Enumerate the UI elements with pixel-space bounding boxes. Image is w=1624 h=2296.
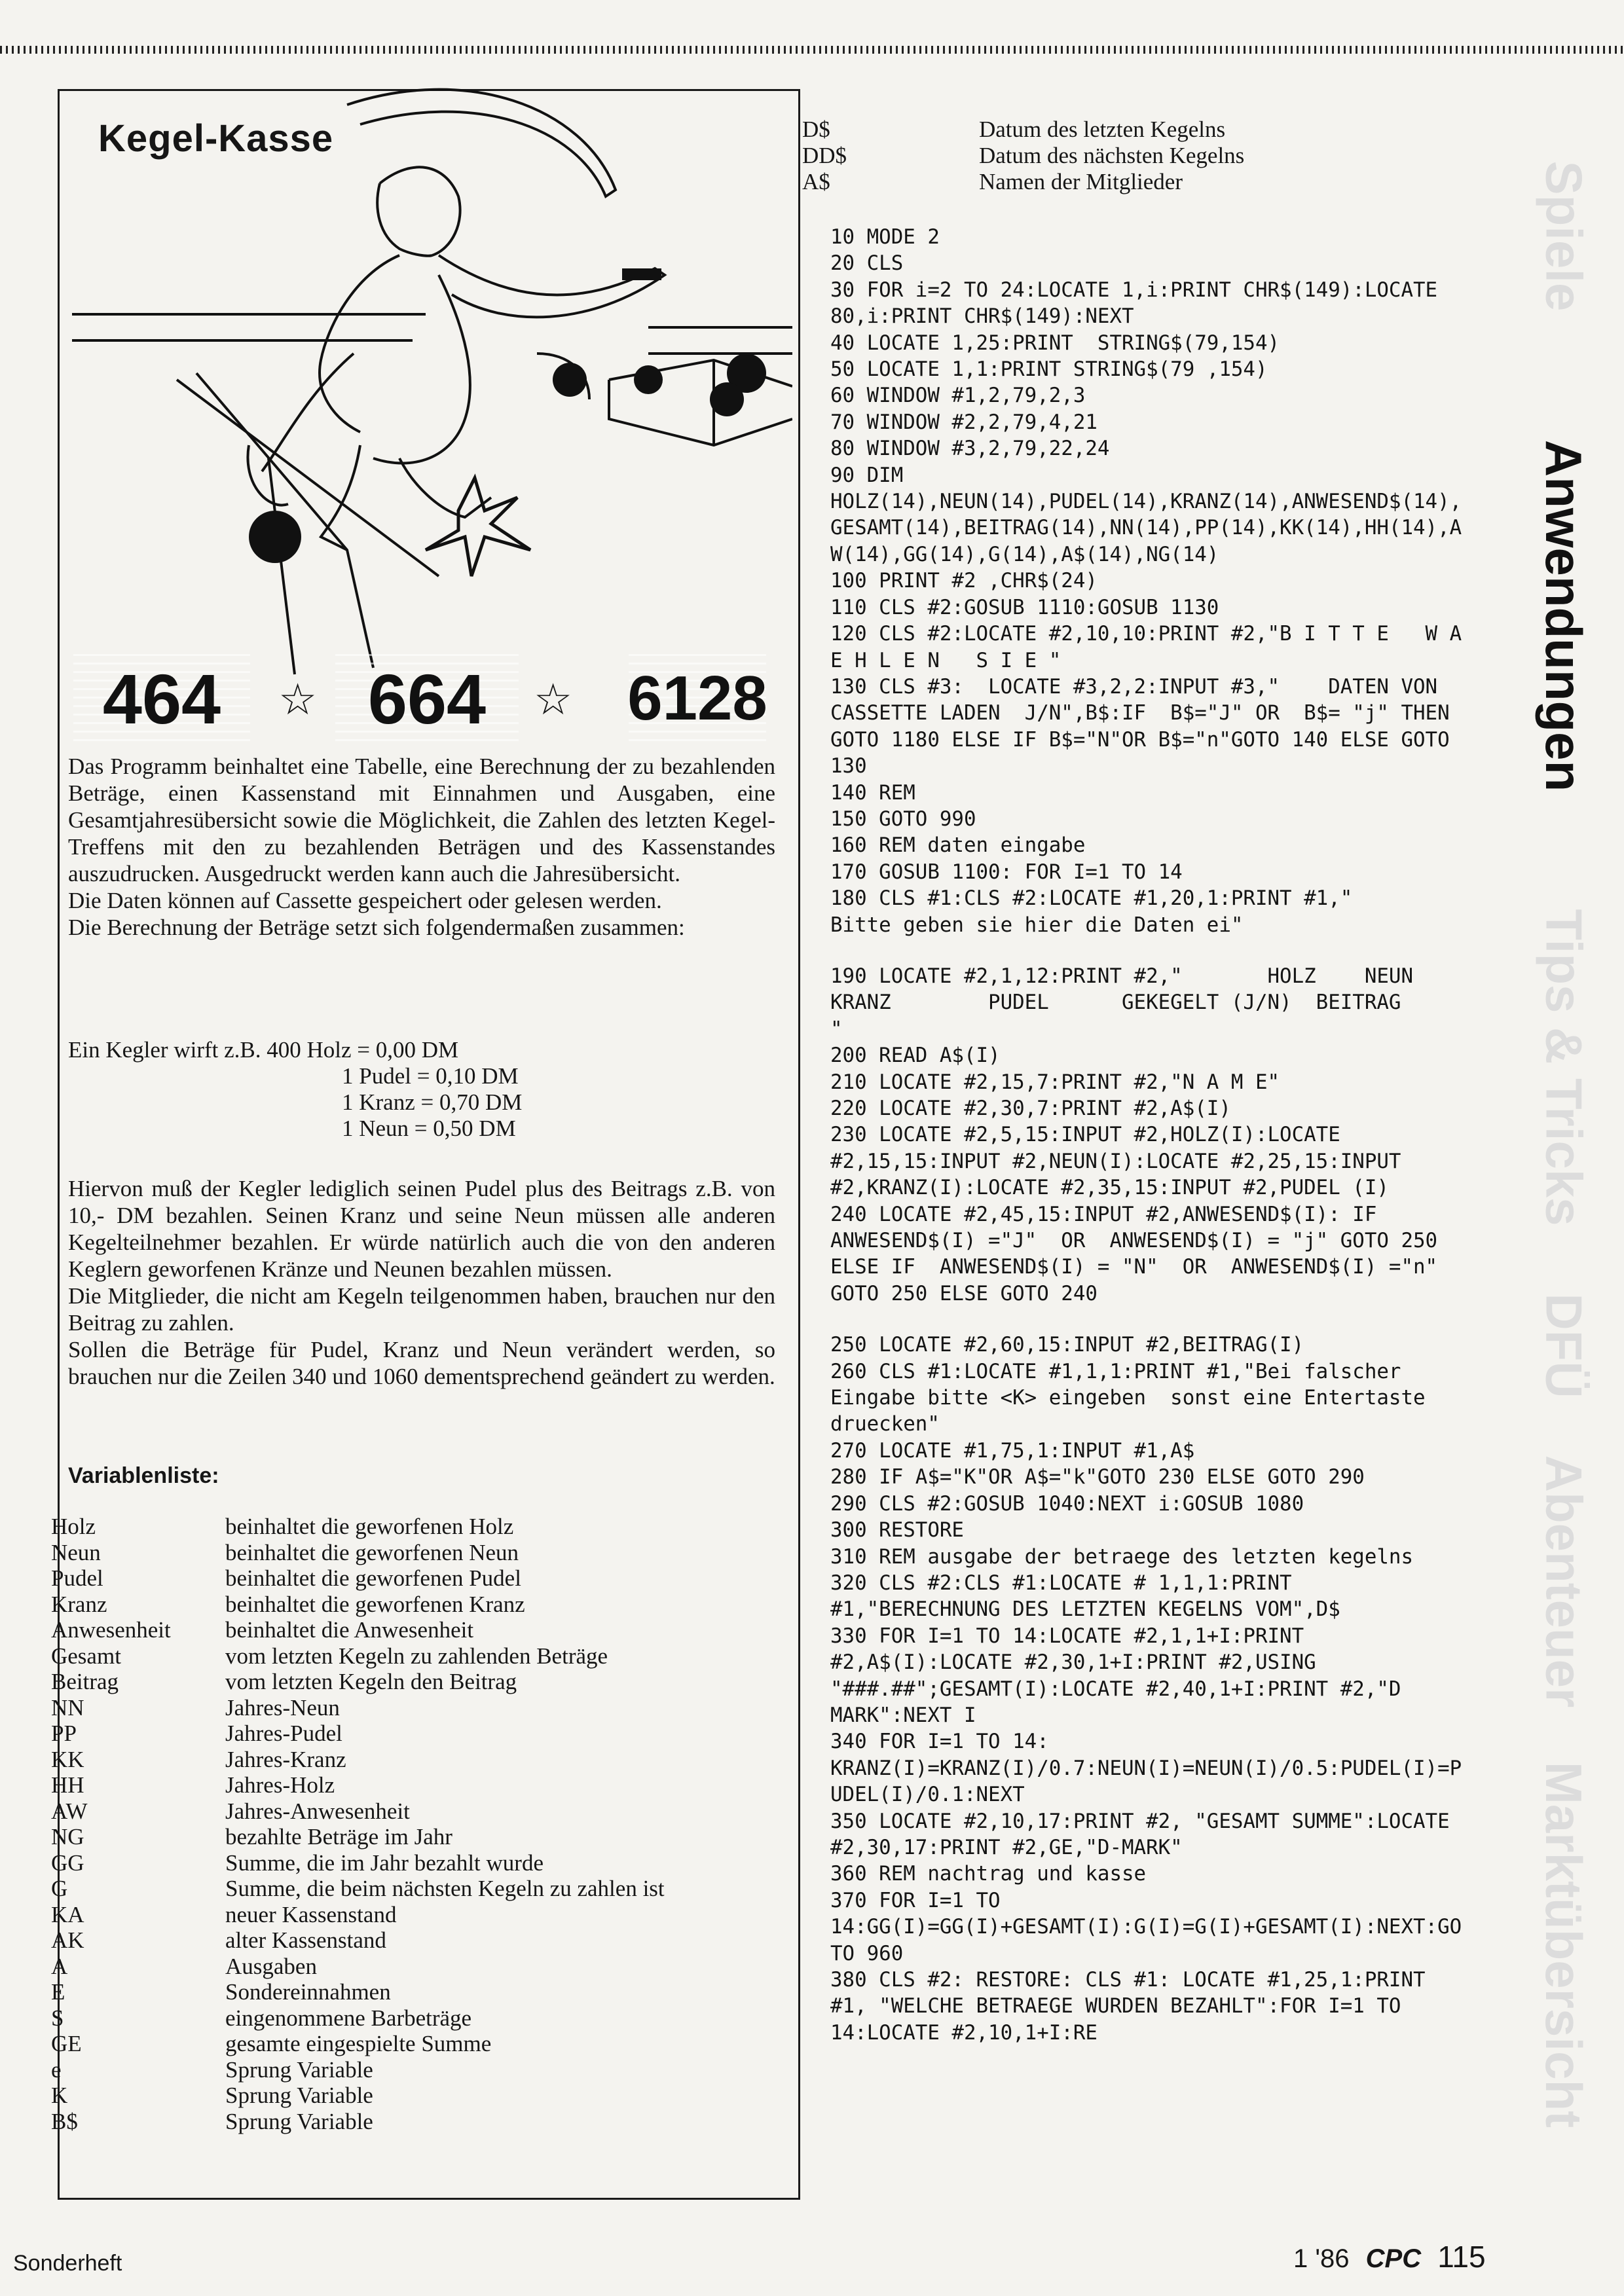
variable-description: Datum des nächsten Kegelns: [979, 143, 1245, 168]
variable-name: Holz: [51, 1514, 96, 1539]
intro-text: [68, 753, 775, 941]
variable-row: [51, 1798, 784, 1825]
variable-name: PP: [51, 1721, 77, 1746]
code-line: 30 FOR i=2 TO 24:LOCATE 1,i:PRINT CHR$(149):LOCATE 80,i:PRINT CHR$(149):NEXT: [830, 278, 1450, 329]
star-icon: ☆: [278, 674, 318, 725]
page-number: 115: [1437, 2240, 1486, 2274]
code-line: 320 CLS #2:CLS #1:LOCATE # 1,1,1:PRINT #1,"BERECHNUNG DES LETZTEN KEGELNS VOM",D$: [830, 1571, 1340, 1622]
code-line: 280 IF A$="K"OR A$="k"GOTO 230 ELSE GOTO 290: [830, 1465, 1365, 1489]
variable-description: Jahres-Pudel: [225, 1721, 342, 1746]
code-gap: [830, 938, 1466, 963]
variable-name: G: [51, 1876, 68, 1901]
variable-name: D$: [802, 117, 830, 142]
sidebar-tab-label: Abenteuer: [1535, 1455, 1593, 1707]
code-gap: [830, 1307, 1466, 1332]
sidebar-tab: [1518, 1735, 1610, 2154]
explanation-paragraph: Die Mitglieder, die nicht am Kegeln teilgenommen haben, brauchen nur den Beitrag zu zahlen.: [68, 1283, 775, 1336]
code-line: 140 REM: [830, 780, 915, 805]
code-line: 220 LOCATE #2,30,7:PRINT #2,A$(I): [830, 1097, 1231, 1120]
code-line: 110 CLS #2:GOSUB 1110:GOSUB 1130: [830, 595, 1219, 619]
footer-page-info: [1293, 2239, 1486, 2274]
variable-description: Namen der Mitglieder: [979, 169, 1183, 194]
variable-description: neuer Kassenstand: [225, 1901, 397, 1927]
logo-6128: 6128: [629, 649, 766, 748]
variable-row: [51, 1617, 784, 1643]
sidebar-tab-label: Tips & Tricks: [1535, 908, 1593, 1226]
variable-description: Jahres-Holz: [225, 1772, 335, 1798]
variable-name: A$: [802, 169, 830, 194]
code-line: 80 WINDOW #3,2,79,22,24: [830, 437, 1110, 461]
code-line: 340 FOR I=1 TO 14: KRANZ(I)=KRANZ(I)/0.7:NEUN(I)=NEUN(I)/0.5:PUDEL(I)=PUDEL(I)/0.1:NEXT: [830, 1730, 1462, 1807]
code-line: 290 CLS #2:GOSUB 1040:NEXT i:GOSUB 1080: [830, 1491, 1304, 1516]
code-line: 200 READ A$(I): [830, 1044, 1001, 1068]
code-line: 120 CLS #2:LOCATE #2,10,10:PRINT #2,"B I T T E W A E H L E N S I E ": [830, 622, 1474, 672]
code-line: 90 DIM HOLZ(14),NEUN(14),PUDEL(14),KRANZ(14),ANWESEND$(14),GESAMT(14),BEITRAG(14),NN(14),PP(14),KK(14),HH(14),AW(14),GG(14),G(14),A$(14),NG(14): [830, 463, 1462, 566]
variable-description: Jahres-Neun: [225, 1694, 340, 1721]
variable-row: [51, 1721, 784, 1747]
calc-lead: Ein Kegler wirft z.B. 400 Holz = 0,00 DM: [68, 1037, 459, 1063]
variable-description: Datum des letzten Kegelns: [979, 117, 1226, 142]
code-line: 70 WINDOW #2,2,79,4,21: [830, 410, 1098, 434]
variable-description: Sprung Variable: [225, 2108, 373, 2134]
variable-row: [51, 1824, 784, 1850]
code-line: 190 LOCATE #2,1,12:PRINT #2," HOLZ NEUN KRANZ PUDEL GEKEGELT (J/N) BEITRAG ": [830, 964, 1498, 1041]
variable-name: S: [51, 2005, 64, 2031]
sidebar-tab: [1518, 1264, 1610, 1427]
calc-row: 1 Neun = 0,50 DM: [342, 1116, 516, 1141]
code-line: 60 WINDOW #1,2,79,2,3: [830, 384, 1086, 408]
sidebar-tab-label: DFÜ: [1535, 1292, 1593, 1398]
sidebar-tab-label: Spiele: [1535, 160, 1593, 311]
variable-row: [51, 1902, 784, 1928]
code-line: 350 LOCATE #2,10,17:PRINT #2, "GESAMT SUMME":LOCATE #2,30,17:PRINT #2,GE,"D-MARK": [830, 1809, 1462, 1859]
variable-description: Sprung Variable: [225, 2056, 373, 2083]
sidebar-tab: [1518, 871, 1610, 1264]
variable-name: Beitrag: [51, 1669, 119, 1694]
variable-description: gesamte eingespielte Summe: [225, 2031, 492, 2056]
variable-list-heading: Variablenliste:: [68, 1463, 219, 1488]
variable-description: Summe, die beim nächsten Kegeln zu zahlen ist: [225, 1876, 665, 1901]
variable-name: GG: [51, 1850, 84, 1876]
sidebar-tab-label: Marktübersicht: [1535, 1761, 1593, 2128]
footer-brand: CPC: [1365, 2244, 1422, 2273]
code-line: 170 GOSUB 1100: FOR I=1 TO 14: [830, 860, 1183, 884]
variable-description: beinhaltet die Anwesenheit: [225, 1617, 474, 1643]
code-line: 300 RESTORE: [830, 1518, 964, 1542]
explanation-text: [68, 1175, 775, 1390]
sidebar-tab: [1518, 111, 1610, 360]
variable-name: A: [51, 1953, 68, 1979]
code-line: 330 FOR I=1 TO 14:LOCATE #2,1,1+I:PRINT #2,A$(I):LOCATE #2,30,1+I:PRINT #2,USING "###.##";GESAMT(I):LOCATE #2,40,1+I:PRINT #2,"D MARK":NEXT I: [830, 1624, 1413, 1727]
variable-name: KK: [51, 1746, 84, 1772]
variable-row: [51, 2005, 784, 2032]
variable-name: E: [51, 1979, 65, 2005]
code-line: 230 LOCATE #2,5,15:INPUT #2,HOLZ(I):LOCATE #2,15,15:INPUT #2,NEUN(I):LOCATE #2,25,15:INPUT #2,KRANZ(I):LOCATE #2,35,15:INPUT #2,PUDEL (I): [830, 1123, 1413, 1200]
variable-description: Sprung Variable: [225, 2083, 373, 2108]
variable-description: Jahres-Kranz: [225, 1746, 346, 1772]
variable-name: Pudel: [51, 1565, 103, 1591]
sidebar-tab: [1518, 1427, 1610, 1735]
code-line: 160 REM daten eingabe: [830, 833, 1086, 858]
variable-row: [51, 1669, 784, 1695]
variable-description: beinhaltet die geworfenen Neun: [225, 1539, 519, 1565]
basic-listing: [830, 224, 1498, 2046]
code-line: 50 LOCATE 1,1:PRINT STRING$(79 ,154): [830, 357, 1268, 382]
intro-paragraph: Die Berechnung der Beträge setzt sich folgendermaßen zusammen:: [68, 915, 685, 940]
code-line: 370 FOR I=1 TO 14:GG(I)=GG(I)+GESAMT(I):G(I)=G(I)+GESAMT(I):NEXT:GOTO 960: [830, 1888, 1462, 1965]
code-line: 250 LOCATE #2,60,15:INPUT #2,BEITRAG(I): [830, 1333, 1304, 1357]
variable-name: Anwesenheit: [51, 1617, 171, 1643]
sidebar-tab-label: Anwendungen: [1535, 439, 1593, 792]
variable-description: beinhaltet die geworfenen Holz: [225, 1514, 514, 1539]
code-line: 380 CLS #2: RESTORE: CLS #1: LOCATE #1,25,1:PRINT #1, "WELCHE BETRAEGE WURDEN BEZAHLT":FOR I=1 TO 14:LOCATE #2,10,1+I:RE: [830, 1968, 1438, 2045]
code-line: 360 REM nachtrag und kasse: [830, 1862, 1147, 1886]
explanation-paragraph: Hiervon muß der Kegler lediglich seinen Pudel plus des Beitrags z.B. von 10,- DM bezahlen. Seinen Kranz und seine Neun müssen alle anderen Kegelteilnehmer bezahlen. Er würde natürlich auch die von den anderen Keglern geworfenen Kränze und Neunen bezahlen müssen.: [68, 1176, 775, 1282]
code-line: 40 LOCATE 1,25:PRINT STRING$(79,154): [830, 331, 1280, 355]
code-line: 180 CLS #1:CLS #2:LOCATE #1,20,1:PRINT #1," Bitte geben sie hier die Daten ei": [830, 886, 1413, 937]
code-line: 10 MODE 2: [830, 225, 940, 249]
footer-issue-label: Sonderheft: [13, 2251, 122, 2276]
code-line: 20 CLS: [830, 251, 904, 276]
variable-row: [51, 1772, 784, 1798]
variable-description: eingenommene Barbeträge: [225, 2005, 472, 2031]
variable-row: [51, 1876, 784, 1902]
variable-name: e: [51, 2056, 62, 2083]
variable-name: B$: [51, 2108, 78, 2134]
star-icon: ☆: [534, 674, 573, 725]
logo-664: 664: [335, 649, 519, 748]
variable-description: alter Kassenstand: [225, 1927, 386, 1953]
variable-name: NN: [51, 1694, 84, 1721]
variable-description: Jahres-Anwesenheit: [225, 1798, 410, 1824]
variable-row: [51, 1979, 784, 2005]
variable-list: [51, 1514, 784, 2134]
variable-name: AW: [51, 1798, 88, 1824]
variable-row: [51, 2109, 784, 2135]
variable-name: Neun: [51, 1539, 101, 1565]
code-line: 100 PRINT #2 ,CHR$(24): [830, 569, 1098, 593]
variable-row: [51, 1954, 784, 1980]
top-rule: [0, 46, 1624, 54]
code-line: 310 REM ausgabe der betraege des letzten kegelns: [830, 1544, 1413, 1569]
variable-name: Kranz: [51, 1591, 107, 1617]
code-line: 210 LOCATE #2,15,7:PRINT #2,"N A M E": [830, 1070, 1280, 1094]
variable-name: GE: [51, 2031, 82, 2056]
variable-description: vom letzten Kegeln zu zahlenden Beträge: [225, 1643, 608, 1669]
header-variable-row: [802, 143, 1352, 169]
variable-name: AK: [51, 1927, 84, 1953]
code-line: 130 CLS #3: LOCATE #3,2,2:INPUT #3," DATEN VON CASSETTE LADEN J/N",B$:IF B$="J" OR B$= "j" THEN GOTO 1180 ELSE IF B$="N"OR B$="n"GOTO 140 ELSE GOTO 130: [830, 674, 1462, 778]
article-title: Kegel-Kasse: [98, 117, 334, 160]
variable-name: DD$: [802, 143, 847, 168]
variable-description: Sondereinnahmen: [225, 1979, 391, 2005]
variable-row: [51, 1747, 784, 1773]
variable-description: beinhaltet die geworfenen Pudel: [225, 1565, 521, 1591]
variable-description: Summe, die im Jahr bezahlt wurde: [225, 1850, 544, 1876]
variable-row: [51, 2057, 784, 2083]
variable-row: [51, 1565, 784, 1592]
code-line: 240 LOCATE #2,45,15:INPUT #2,ANWESEND$(I): IF ANWESEND$(I) ="J" OR ANWESEND$(I) = "j" GOTO 250 ELSE IF ANWESEND$(I) = "N" OR ANWESEND$(I) ="n" GOTO 250 ELSE GOTO 240: [830, 1202, 1474, 1305]
variable-description: bezahlte Beträge im Jahr: [225, 1824, 452, 1850]
code-line: 150 GOTO 990: [830, 807, 976, 831]
variable-row: [51, 2083, 784, 2109]
variable-description: vom letzten Kegeln den Beitrag: [225, 1669, 517, 1694]
variable-description: beinhaltet die geworfenen Kranz: [225, 1591, 525, 1617]
code-line: 270 LOCATE #1,75,1:INPUT #1,A$: [830, 1438, 1195, 1463]
variable-name: KA: [51, 1901, 84, 1927]
intro-paragraph: Das Programm beinhaltet eine Tabelle, eine Berechnung der zu bezahlenden Beträge, einen Kassenstand mit Einnahmen und Ausgaben, eine Gesamtjahresübersicht sowie die Möglichkeit, die Zahlen des letzten Kegel-Treffens mit den zu bezahlenden Beträgen und des Kassenstandes auszudrucken. Ausgedruckt werden kann auch die Jahresübersicht.: [68, 754, 775, 886]
header-variable-list: [802, 117, 1352, 195]
calculation-example: [68, 1037, 723, 1141]
variable-row: [51, 2031, 784, 2057]
footer-issue: 1 '86: [1293, 2244, 1350, 2273]
variable-row: [51, 1540, 784, 1566]
variable-row: [51, 1927, 784, 1954]
calc-row: 1 Pudel = 0,10 DM: [342, 1063, 519, 1089]
calc-row: 1 Kranz = 0,70 DM: [342, 1089, 523, 1115]
bowler-illustration: [72, 79, 792, 681]
code-line: 260 CLS #1:LOCATE #1,1,1:PRINT #1,"Bei falscher Eingabe bitte <K> eingeben sonst eine Entertaste druecken": [830, 1359, 1438, 1436]
sidebar-tab: [1518, 360, 1610, 871]
header-variable-row: [802, 117, 1352, 143]
variable-name: K: [51, 2083, 68, 2108]
variable-row: [51, 1592, 784, 1618]
explanation-paragraph: Sollen die Beträge für Pudel, Kranz und Neun verändert werden, so brauchen nur die Zeilen 340 und 1060 dementsprechend geändert zu werden.: [68, 1337, 775, 1389]
variable-name: Gesamt: [51, 1643, 121, 1669]
variable-name: HH: [51, 1772, 84, 1798]
variable-row: [51, 1695, 784, 1721]
variable-row: [51, 1514, 784, 1540]
variable-row: [51, 1643, 784, 1669]
variable-name: NG: [51, 1824, 84, 1850]
logo-464: 464: [73, 649, 250, 748]
variable-row: [51, 1850, 784, 1876]
section-sidebar: [1518, 111, 1610, 2174]
intro-paragraph: Die Daten können auf Cassette gespeichert oder gelesen werden.: [68, 888, 662, 913]
header-variable-row: [802, 169, 1352, 195]
variable-description: Ausgaben: [225, 1953, 317, 1979]
